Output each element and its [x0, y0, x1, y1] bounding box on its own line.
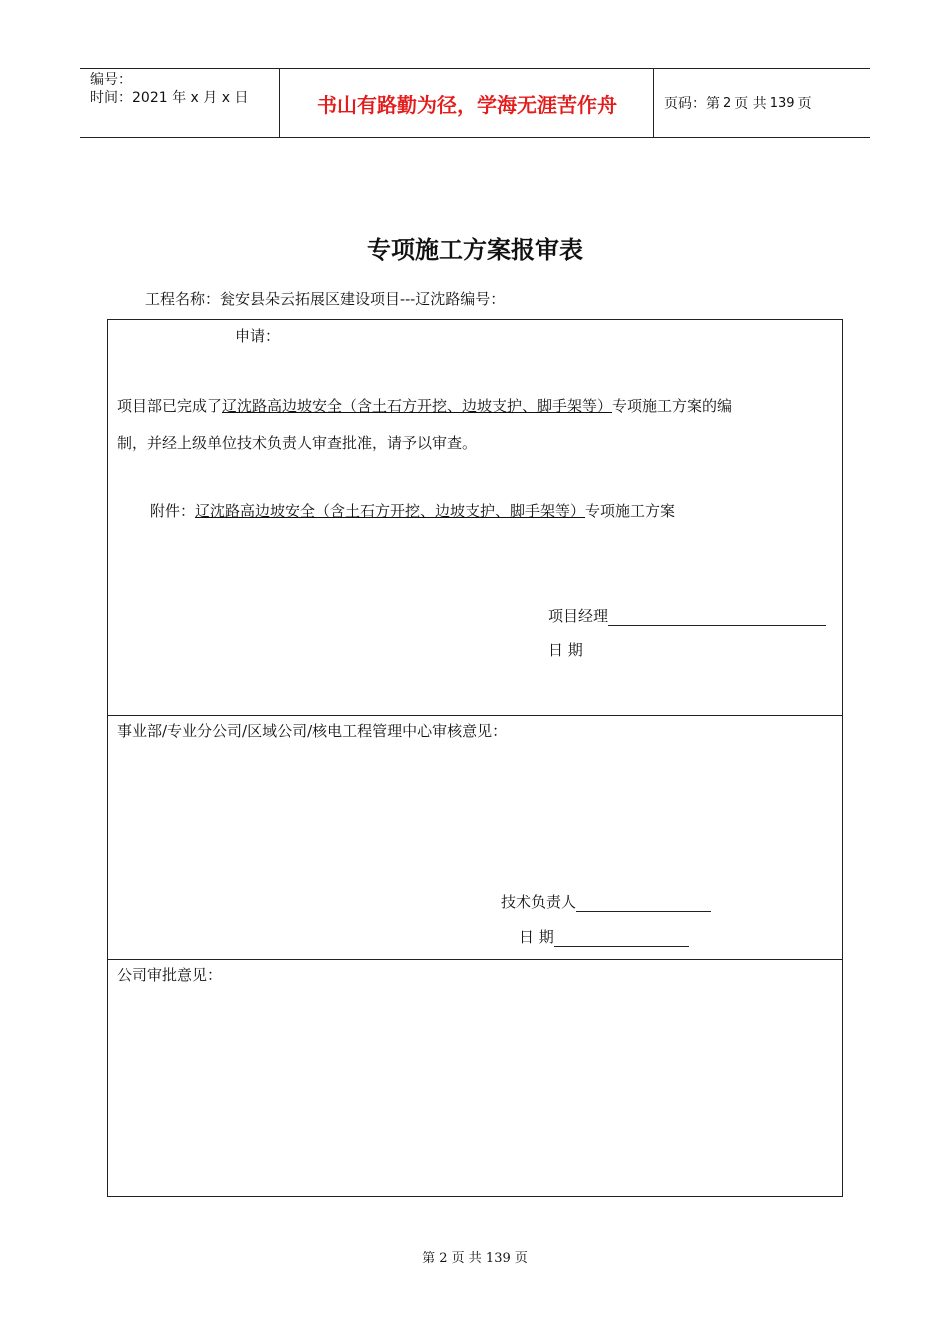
time-label: 时间：2021 年 x 月 x 日: [90, 90, 249, 106]
project-name-line: 工程名称：瓮安县朵云拓展区建设项目---辽沈路编号：: [145, 290, 506, 308]
header-page-info: [654, 69, 870, 137]
manager-signature-line[interactable]: [608, 609, 826, 626]
page-header: [80, 68, 870, 138]
review-form: [107, 319, 843, 1197]
manager-signature: [548, 605, 826, 626]
line1-suffix: 专项施工方案的编: [612, 397, 733, 415]
application-section: [108, 320, 842, 716]
page-mid: 页 共: [734, 96, 767, 112]
number-label: 编号：: [90, 72, 132, 88]
division-review-heading: 事业部/专业分公司/区域公司/核电工程管理中心审核意见：: [117, 722, 508, 740]
header-motto: 书山有路勤为径，学海无涯苦作舟: [281, 69, 654, 137]
application-date-label: 日 期: [548, 641, 583, 659]
header-meta: [80, 69, 280, 137]
review-date-line[interactable]: [554, 930, 689, 947]
page-footer: 第 2 页 共 139 页: [422, 1251, 528, 1266]
review-date: [519, 926, 689, 947]
division-review-section: [108, 716, 842, 960]
plan-name: 辽沈路高边坡安全（含土石方开挖、边坡支护、脚手架等）: [222, 397, 613, 415]
tech-signature-line[interactable]: [576, 895, 711, 912]
application-line-1: [117, 395, 732, 416]
attachment-name: 辽沈路高边坡安全（含土石方开挖、边坡支护、脚手架等）: [195, 502, 586, 520]
manager-label: 项目经理: [548, 607, 609, 625]
attachment-prefix: 附件：: [150, 502, 196, 520]
review-date-label: 日 期: [519, 928, 554, 946]
page-total: 139: [769, 95, 795, 111]
company-approval-section: [108, 960, 842, 1196]
company-approval-heading: 公司审批意见：: [117, 966, 223, 984]
line1-prefix: 项目部已完成了: [117, 397, 223, 415]
page-number: 2: [723, 95, 732, 111]
attachment-suffix: 专项施工方案: [585, 502, 676, 520]
attachment-line: [150, 500, 675, 521]
application-line-2: 制，并经上级单位技术负责人审查批准，请予以审查。: [117, 434, 478, 452]
page-prefix: 页码：第: [664, 96, 720, 112]
tech-label: 技术负责人: [501, 893, 577, 911]
document-title: 专项施工方案报审表: [367, 235, 583, 264]
page-suffix: 页: [797, 96, 812, 112]
tech-signature: [501, 891, 711, 912]
application-heading: 申请：: [235, 327, 281, 345]
